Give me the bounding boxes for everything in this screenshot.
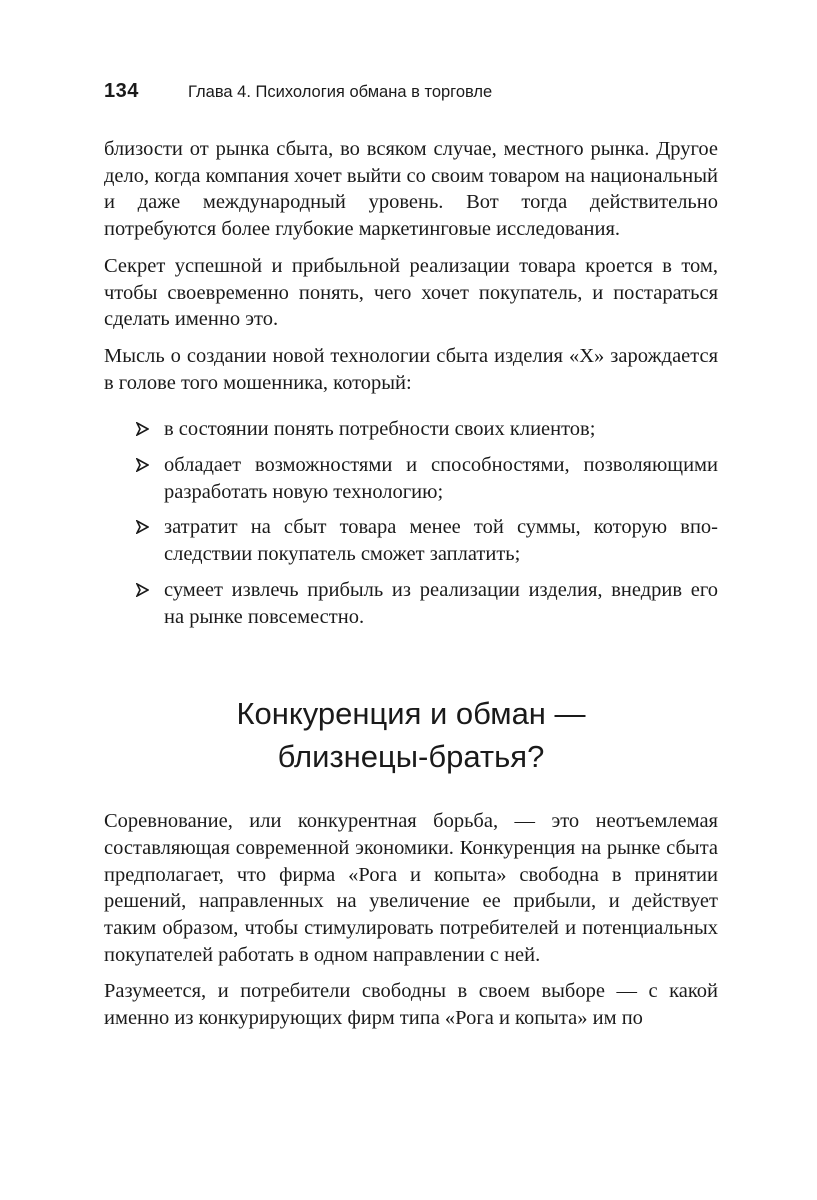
bullet-list bbox=[104, 416, 718, 630]
bullet-item bbox=[104, 416, 718, 443]
arrowhead-bullet-icon bbox=[136, 520, 149, 534]
paragraph: Мысль о создании новой технологии сбыта изделия «Х» зарождается в голове того мошенника, который: bbox=[104, 344, 718, 394]
section-body bbox=[104, 808, 718, 1032]
section-heading-line: близнецы-братья? bbox=[277, 739, 545, 775]
paragraph: Секрет успешной и прибыльной реализации товара кроется в том, чтобы своевременно понять, чего хочет покупатель, и постараться сделать именно это. bbox=[104, 254, 718, 331]
arrowhead-bullet-icon bbox=[136, 422, 149, 436]
section-heading-line: Конкуренция и обман — bbox=[236, 696, 586, 732]
section-heading bbox=[104, 692, 718, 778]
bullet-text: в состоянии понять потребности своих клиентов; bbox=[164, 418, 596, 441]
bullet-item bbox=[104, 514, 718, 567]
paragraph: близости от рынка сбыта, во всяком случае, местного рынка. Другое дело, когда компания хочет выйти со своим товаром на национальный и даже международный уровень. Вот тогда действительно потребуются более глубокие маркетинговые исследования. bbox=[104, 138, 718, 241]
bullet-text: обладает возможностями и способностями, позволяющими разработать новую технологию; bbox=[164, 454, 718, 503]
paragraph: Соревнование, или конкурентная борьба, — это неотъемлемая составляющая современной экономики. Конкуренция на рынке сбыта предполагает, что фирма «Рога и копыта» свободна в принятии решений, направленных на увеличение ее прибыли, и действует таким образом, чтобы стимулировать потребителей и потенциальных покупателей работать в одном направлении с ней. bbox=[104, 810, 718, 966]
arrowhead-bullet-icon bbox=[136, 583, 149, 597]
bullet-item bbox=[104, 577, 718, 630]
bullet-text: сумеет извлечь прибыль из реализации изделия, внедрив его на рынке повсеместно. bbox=[164, 578, 718, 628]
page-number: 134 bbox=[104, 80, 139, 102]
arrowhead-bullet-icon bbox=[136, 458, 149, 472]
page-header bbox=[104, 80, 718, 106]
paragraph: Разумеется, и потребители свободны в своем выборе — с какой именно из конкурирующих фирм типа «Рога и копыта» им по bbox=[104, 980, 718, 1030]
running-head: Глава 4. Психология обмана в торговле bbox=[188, 83, 493, 101]
page-body bbox=[104, 136, 718, 1032]
bullet-item bbox=[104, 452, 718, 505]
bullet-text: затратит на сбыт товара менее той суммы, которую впоследствии покупатель сможет заплатить; bbox=[164, 516, 718, 566]
